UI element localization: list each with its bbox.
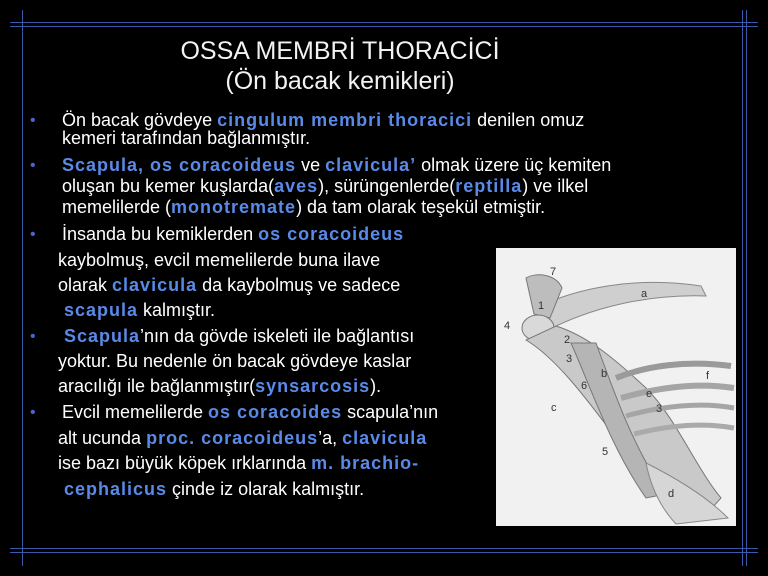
frame-line-left [22, 10, 23, 566]
highlight-term: synsarcosis [255, 376, 371, 396]
bullet-1-line-2: kemeri tarafından bağlanmıştır. [62, 128, 311, 148]
figure-label: 4 [504, 320, 511, 332]
highlight-term: os coracoideus [258, 224, 405, 244]
frame-line-right-2 [746, 10, 747, 566]
bullet-4-line-1: Scapula’nın da gövde iskeleti ile bağlantısı [64, 326, 415, 346]
highlight-term: clavicula [342, 428, 428, 448]
frame-line-bottom [10, 548, 758, 549]
figure-label: 2 [564, 334, 571, 346]
slide-subtitle: (Ön bacak kemikleri) [225, 67, 455, 95]
figure-label: b [601, 368, 608, 380]
bullet-icon: • [30, 226, 36, 243]
highlight-term: clavicula [325, 155, 411, 175]
bullet-2-line-1: Scapula, os coracoideus ve clavicula’ olmak üzere üç kemiten [62, 155, 612, 175]
bullet-1-line-1: Ön bacak gövdeye cingulum membri thoracici denilen omuz [62, 110, 585, 130]
figure-label: a [641, 288, 648, 300]
highlight-term: Scapula, os coracoideus [62, 155, 297, 175]
highlight-term: clavicula [112, 275, 198, 295]
bullet-icon: • [30, 157, 36, 174]
bullet-3-line-1: İnsanda bu kemiklerden os coracoideus [62, 224, 405, 244]
shoulder-girdle-figure [496, 248, 736, 526]
bullet-2-line-2: oluşan bu kemer kuşlarda(aves), sürüngenlerde(reptilla) ve ilkel [62, 176, 589, 196]
highlight-term: reptilla [455, 176, 523, 196]
figure-label: 7 [550, 266, 557, 278]
figure-label: 6 [581, 380, 588, 392]
frame-line-top [10, 22, 758, 23]
slide-title: OSSA MEMBRİ THORACİCİ [180, 37, 500, 65]
highlight-term: cingulum membri thoracici [217, 110, 473, 130]
figure-label: d [668, 488, 675, 500]
figure-label: e [646, 388, 653, 400]
bullet-3-line-2: kaybolmuş, evcil memelilerde buna ilave [58, 250, 381, 270]
bullet-icon: • [30, 112, 36, 129]
highlight-term: cephalicus [64, 479, 168, 499]
frame-line-right [742, 10, 743, 566]
highlight-term: Scapula [64, 326, 141, 346]
highlight-term: m. brachio- [311, 453, 420, 473]
frame-line-top-2 [10, 26, 758, 27]
figure-label: c [551, 402, 557, 414]
figure-label: 3 [656, 403, 663, 415]
bullet-5-line-2: alt ucunda proc. coracoideus’a, clavicula [58, 428, 428, 448]
figure-label: f [706, 370, 710, 382]
bullet-2-line-3: memelilerde (monotremate) da tam olarak teşekül etmiştir. [62, 197, 546, 217]
bullet-5-line-4: cephalicus çinde iz olarak kalmıştır. [64, 479, 365, 499]
frame-line-bottom-2 [10, 552, 758, 553]
bullet-3-line-3: olarak clavicula da kaybolmuş ve sadece [58, 275, 401, 295]
figure-label: 1 [538, 300, 545, 312]
bullet-icon: • [30, 328, 36, 345]
bullet-icon: • [30, 404, 36, 421]
bullet-4-line-2: yoktur. Bu nedenle ön bacak gövdeye kaslar [58, 351, 412, 371]
figure-label: 3 [566, 353, 573, 365]
shoulder-bones-illustration [496, 248, 736, 526]
bullet-5-line-1: Evcil memelilerde os coracoides scapula’nın [62, 402, 439, 422]
highlight-term: monotremate [171, 197, 297, 217]
bullet-4-line-3: aracılığı ile bağlanmıştır(synsarcosis). [58, 376, 382, 396]
bullet-3-line-4: scapula kalmıştır. [64, 300, 216, 320]
highlight-term: os coracoides [208, 402, 343, 422]
highlight-term: scapula [64, 300, 139, 320]
highlight-term: aves [274, 176, 319, 196]
figure-label: 5 [602, 446, 609, 458]
bullet-5-line-3: ise bazı büyük köpek ırklarında m. brachio- [58, 453, 420, 473]
highlight-term: proc. coracoideus [146, 428, 319, 448]
